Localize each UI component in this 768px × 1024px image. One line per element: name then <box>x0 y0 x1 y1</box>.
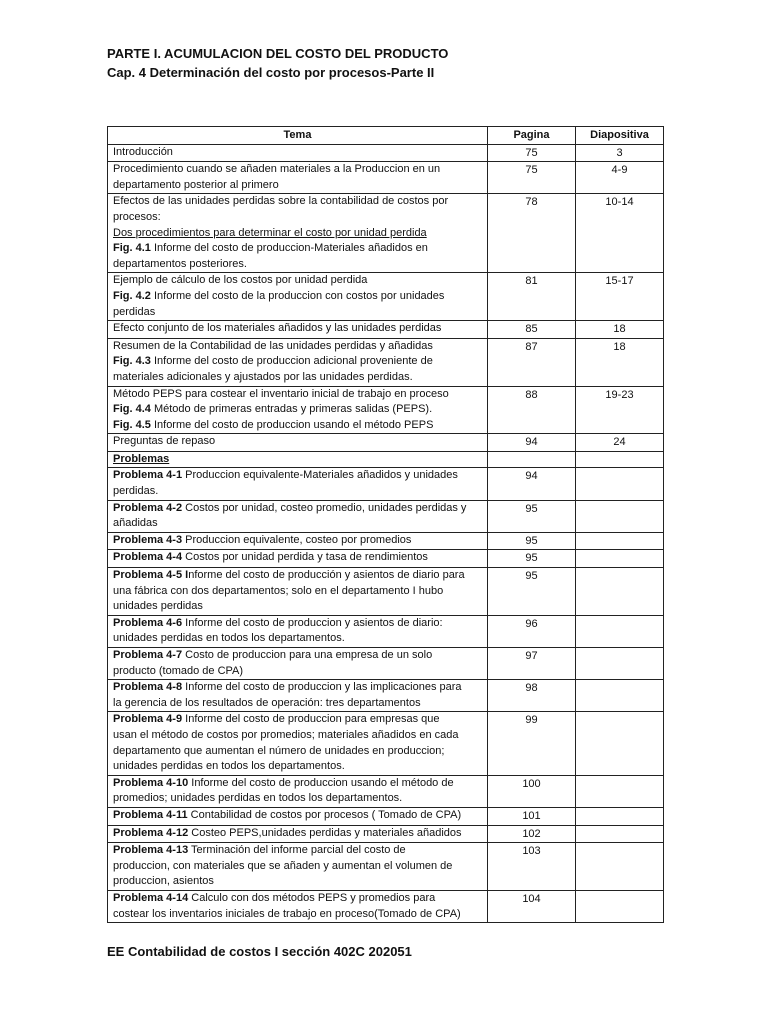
cell-pagina: 95 <box>488 500 576 532</box>
tema-text: Efectos de las unidades perdidas sobre la contabilidad de costos por <box>113 195 449 208</box>
tema-text: añadidas <box>113 517 158 530</box>
cell-pagina: 85 <box>488 321 576 339</box>
cell-pagina: 88 <box>488 386 576 434</box>
cell-pagina: 100 <box>488 775 576 807</box>
table-row <box>108 468 664 500</box>
cell-tema <box>108 568 488 616</box>
table-row <box>108 568 664 616</box>
part-title: PARTE I. ACUMULACION DEL COSTO DEL PRODUCTO <box>107 46 449 61</box>
tema-line <box>113 712 482 728</box>
cell-diapositiva: 10-14 <box>576 194 664 273</box>
tema-line <box>113 568 482 584</box>
cell-diapositiva: 18 <box>576 321 664 339</box>
cell-tema <box>108 194 488 273</box>
table-row <box>108 451 664 468</box>
table-row <box>108 532 664 550</box>
table-row <box>108 550 664 568</box>
tema-text: Problema 4-2 <box>113 501 183 514</box>
tema-text: Problema 4-1 <box>113 469 183 482</box>
tema-text: materiales adicionales y ajustados por las unidades perdidas. <box>113 370 413 383</box>
tema-line <box>113 516 482 532</box>
tema-line <box>113 339 482 355</box>
tema-text: la gerencia de los resultados de operación: tres departamentos <box>113 696 421 709</box>
cell-pagina: 101 <box>488 807 576 825</box>
tema-text: Problema 4-6 <box>113 616 183 629</box>
cell-tema <box>108 468 488 500</box>
cell-pagina: 75 <box>488 144 576 162</box>
cell-pagina: 94 <box>488 434 576 452</box>
course-footer: EE Contabilidad de costos I sección 402C 202051 <box>107 944 412 959</box>
cell-pagina: 98 <box>488 680 576 712</box>
tema-line <box>113 484 482 500</box>
tema-text: unidades perdidas en todos los departamentos. <box>113 632 345 645</box>
tema-text: Informe del costo de produccion-Materiales añadidos en <box>150 242 428 255</box>
tema-line <box>113 402 482 418</box>
tema-text: Problemas <box>113 452 170 465</box>
tema-line <box>113 273 482 289</box>
tema-text: Dos procedimientos para determinar el costo por unidad perdida <box>113 226 427 239</box>
tema-text: perdidas. <box>113 485 159 498</box>
cell-tema <box>108 500 488 532</box>
cell-tema <box>108 648 488 680</box>
tema-text: Informe del costo de la produccion con costos por unidades <box>150 289 445 302</box>
tema-text: Preguntas de repaso <box>113 435 216 448</box>
tema-text: Problema 4-13 <box>113 844 189 857</box>
cell-pagina: 104 <box>488 890 576 922</box>
cell-diapositiva <box>576 615 664 647</box>
chapter-title: Cap. 4 Determinación del costo por procesos-Parte II <box>107 65 435 80</box>
cell-diapositiva <box>576 775 664 807</box>
cell-pagina: 97 <box>488 648 576 680</box>
tema-text: Problema 4-7 <box>113 649 183 661</box>
tema-text: produccion, con materiales que se añaden y aumentan el volumen de <box>113 859 453 872</box>
tema-line <box>113 550 482 566</box>
table-row <box>108 843 664 891</box>
table-row <box>108 338 664 386</box>
table-row <box>108 386 664 434</box>
cell-diapositiva: 4-9 <box>576 162 664 194</box>
contents-table <box>107 126 664 923</box>
tema-line <box>113 776 482 792</box>
tema-text: produccion, asientos <box>113 875 214 888</box>
table-row <box>108 162 664 194</box>
tema-text: unidades perdidas en todos los departamentos. <box>113 760 345 773</box>
cell-diapositiva <box>576 843 664 891</box>
cell-tema <box>108 162 488 194</box>
cell-diapositiva <box>576 712 664 775</box>
cell-diapositiva: 15-17 <box>576 273 664 321</box>
cell-diapositiva: 19-23 <box>576 386 664 434</box>
tema-line <box>113 452 482 468</box>
tema-text: producto (tomado de CPA) <box>113 664 244 677</box>
tema-line <box>113 826 482 842</box>
cell-tema <box>108 144 488 162</box>
tema-line <box>113 680 482 696</box>
cell-pagina: 87 <box>488 338 576 386</box>
tema-line <box>113 145 482 161</box>
tema-text: Informe del costo de produccion usando el método PEPS <box>150 418 434 431</box>
tema-text: Problema 4-3 <box>113 533 183 546</box>
tema-line <box>113 808 482 824</box>
cell-tema <box>108 615 488 647</box>
tema-text: Informe del costo de produccion y asientos de diario: <box>182 616 443 629</box>
tema-line <box>113 744 482 760</box>
tema-text: Problema 4-8 <box>113 681 183 694</box>
cell-diapositiva: 18 <box>576 338 664 386</box>
tema-text: departamento posterior al primero <box>113 178 279 191</box>
tema-text: Costeo PEPS,unidades perdidas y materiales añadidos <box>188 826 462 839</box>
tema-text: Ejemplo de cálculo de los costos por unidad perdida <box>113 274 368 287</box>
table-body <box>108 144 664 923</box>
tema-text: una fábrica con dos departamentos; solo en el departamento I hubo <box>113 584 444 597</box>
tema-text: Informe del costo de produccion usando el método de <box>188 776 454 789</box>
tema-line <box>113 891 482 907</box>
tema-text: Problema 4-4 <box>113 551 183 564</box>
tema-text: promedios; unidades perdidas en todos los departamentos. <box>113 792 403 805</box>
document-heading <box>107 44 448 82</box>
cell-pagina: 99 <box>488 712 576 775</box>
cell-diapositiva <box>576 451 664 468</box>
cell-diapositiva: 24 <box>576 434 664 452</box>
tema-text: Problema 4-14 <box>113 891 189 904</box>
tema-text: Fig. 4.2 <box>113 289 151 302</box>
cell-tema <box>108 775 488 807</box>
cell-pagina: 94 <box>488 468 576 500</box>
tema-text: Fig. 4.3 <box>113 355 151 368</box>
table-row <box>108 273 664 321</box>
tema-line <box>113 859 482 875</box>
tema-line <box>113 874 482 890</box>
tema-line <box>113 194 482 210</box>
tema-line <box>113 843 482 859</box>
tema-text: Problema 4-10 <box>113 776 189 789</box>
tema-line <box>113 584 482 600</box>
cell-diapositiva <box>576 500 664 532</box>
tema-text: procesos: <box>113 210 161 223</box>
tema-line <box>113 370 482 386</box>
tema-text: Procedimiento cuando se añaden materiales a la Produccion en un <box>113 163 441 176</box>
tema-line <box>113 241 482 257</box>
cell-pagina <box>488 451 576 468</box>
cell-pagina: 78 <box>488 194 576 273</box>
tema-text: Problema 4-11 <box>113 808 188 821</box>
tema-text: Informe del costo de produccion para empresas que <box>182 713 440 726</box>
tema-line <box>113 321 482 337</box>
cell-diapositiva: 3 <box>576 144 664 162</box>
tema-text: Fig. 4.4 <box>113 403 151 416</box>
tema-line <box>113 162 482 178</box>
column-header-diapositiva: Diapositiva <box>576 127 664 145</box>
cell-diapositiva <box>576 532 664 550</box>
tema-text: costear los inventarios iniciales de trabajo en proceso(Tomado de CPA) <box>113 907 461 920</box>
tema-line <box>113 599 482 615</box>
table-row <box>108 615 664 647</box>
tema-line <box>113 648 482 664</box>
table-row <box>108 144 664 162</box>
cell-pagina: 95 <box>488 532 576 550</box>
tema-line <box>113 501 482 517</box>
cell-pagina: 95 <box>488 568 576 616</box>
tema-text: Problema 4-9 <box>113 713 183 726</box>
cell-tema <box>108 273 488 321</box>
cell-tema <box>108 712 488 775</box>
tema-line <box>113 468 482 484</box>
cell-tema <box>108 550 488 568</box>
cell-pagina: 103 <box>488 843 576 891</box>
cell-diapositiva <box>576 680 664 712</box>
tema-text: departamentos posteriores. <box>113 257 247 270</box>
table-row <box>108 680 664 712</box>
tema-line <box>113 631 482 647</box>
tema-line <box>113 759 482 775</box>
tema-line <box>113 616 482 632</box>
table-header-row <box>108 127 664 145</box>
cell-tema <box>108 843 488 891</box>
cell-tema <box>108 532 488 550</box>
tema-line <box>113 434 482 450</box>
cell-tema <box>108 680 488 712</box>
tema-line <box>113 387 482 403</box>
table-row <box>108 825 664 843</box>
cell-diapositiva <box>576 468 664 500</box>
tema-line <box>113 696 482 712</box>
cell-pagina: 102 <box>488 825 576 843</box>
tema-text: Costo de produccion para una empresa de un solo <box>182 649 433 661</box>
tema-text: Fig. 4.5 <box>113 418 151 431</box>
tema-text: Fig. 4.1 <box>113 242 151 255</box>
table-row <box>108 775 664 807</box>
tema-text: Método de primeras entradas y primeras salidas (PEPS). <box>150 403 433 416</box>
cell-diapositiva <box>576 648 664 680</box>
cell-pagina: 95 <box>488 550 576 568</box>
tema-text: Informe del costo de produccion adicional proveniente de <box>150 355 433 368</box>
tema-text: nforme del costo de producción y asientos de diario para <box>188 569 465 582</box>
cell-tema <box>108 807 488 825</box>
cell-diapositiva <box>576 807 664 825</box>
table-row <box>108 194 664 273</box>
table-row <box>108 500 664 532</box>
tema-line <box>113 907 482 923</box>
cell-pagina: 96 <box>488 615 576 647</box>
tema-text: Costos por unidad perdida y tasa de rendimientos <box>182 551 428 564</box>
table-row <box>108 321 664 339</box>
tema-text: perdidas <box>113 305 156 318</box>
cell-tema <box>108 890 488 922</box>
table-row <box>108 890 664 922</box>
cell-tema <box>108 321 488 339</box>
column-header-tema: Tema <box>108 127 488 145</box>
cell-tema <box>108 434 488 452</box>
cell-diapositiva <box>576 550 664 568</box>
tema-line <box>113 664 482 680</box>
table-row <box>108 807 664 825</box>
tema-text: Método PEPS para costear el inventario inicial de trabajo en proceso <box>113 387 449 400</box>
tema-text: Calculo con dos métodos PEPS y promedios para <box>188 891 436 904</box>
tema-text: Informe del costo de produccion y las implicaciones para <box>182 681 462 694</box>
tema-text: Costos por unidad, costeo promedio, unidades perdidas y <box>182 501 467 514</box>
tema-line <box>113 533 482 549</box>
tema-text: Resumen de la Contabilidad de las unidades perdidas y añadidas <box>113 339 433 352</box>
tema-line <box>113 418 482 434</box>
cell-diapositiva <box>576 568 664 616</box>
cell-pagina: 81 <box>488 273 576 321</box>
tema-text: Introducción <box>113 145 173 158</box>
tema-text: Terminación del informe parcial del costo de <box>188 844 406 857</box>
cell-pagina: 75 <box>488 162 576 194</box>
tema-line <box>113 289 482 305</box>
tema-line <box>113 354 482 370</box>
tema-text: Contabilidad de costos por procesos ( Tomado de CPA) <box>187 808 462 821</box>
tema-text: Problema 4-12 <box>113 826 189 839</box>
tema-text: departamento que aumentan el número de unidades en produccion; <box>113 744 445 757</box>
cell-tema <box>108 825 488 843</box>
tema-line <box>113 178 482 194</box>
table-row <box>108 712 664 775</box>
cell-diapositiva <box>576 825 664 843</box>
tema-text: Efecto conjunto de los materiales añadidos y las unidades perdidas <box>113 322 442 335</box>
tema-text: Problema 4-5 I <box>113 569 189 582</box>
tema-line <box>113 226 482 242</box>
cell-tema <box>108 338 488 386</box>
cell-tema <box>108 386 488 434</box>
table-row <box>108 434 664 452</box>
cell-tema <box>108 451 488 468</box>
tema-line <box>113 791 482 807</box>
tema-text: Produccion equivalente, costeo por promedios <box>182 533 412 546</box>
tema-line <box>113 210 482 226</box>
table-row <box>108 648 664 680</box>
tema-text: Produccion equivalente-Materiales añadidos y unidades <box>182 469 458 482</box>
tema-text: usan el método de costos por promedios; materiales añadidos en cada <box>113 728 459 741</box>
tema-line <box>113 257 482 273</box>
column-header-pagina: Pagina <box>488 127 576 145</box>
tema-line <box>113 728 482 744</box>
cell-diapositiva <box>576 890 664 922</box>
tema-text: unidades perdidas <box>113 600 203 613</box>
tema-line <box>113 305 482 321</box>
